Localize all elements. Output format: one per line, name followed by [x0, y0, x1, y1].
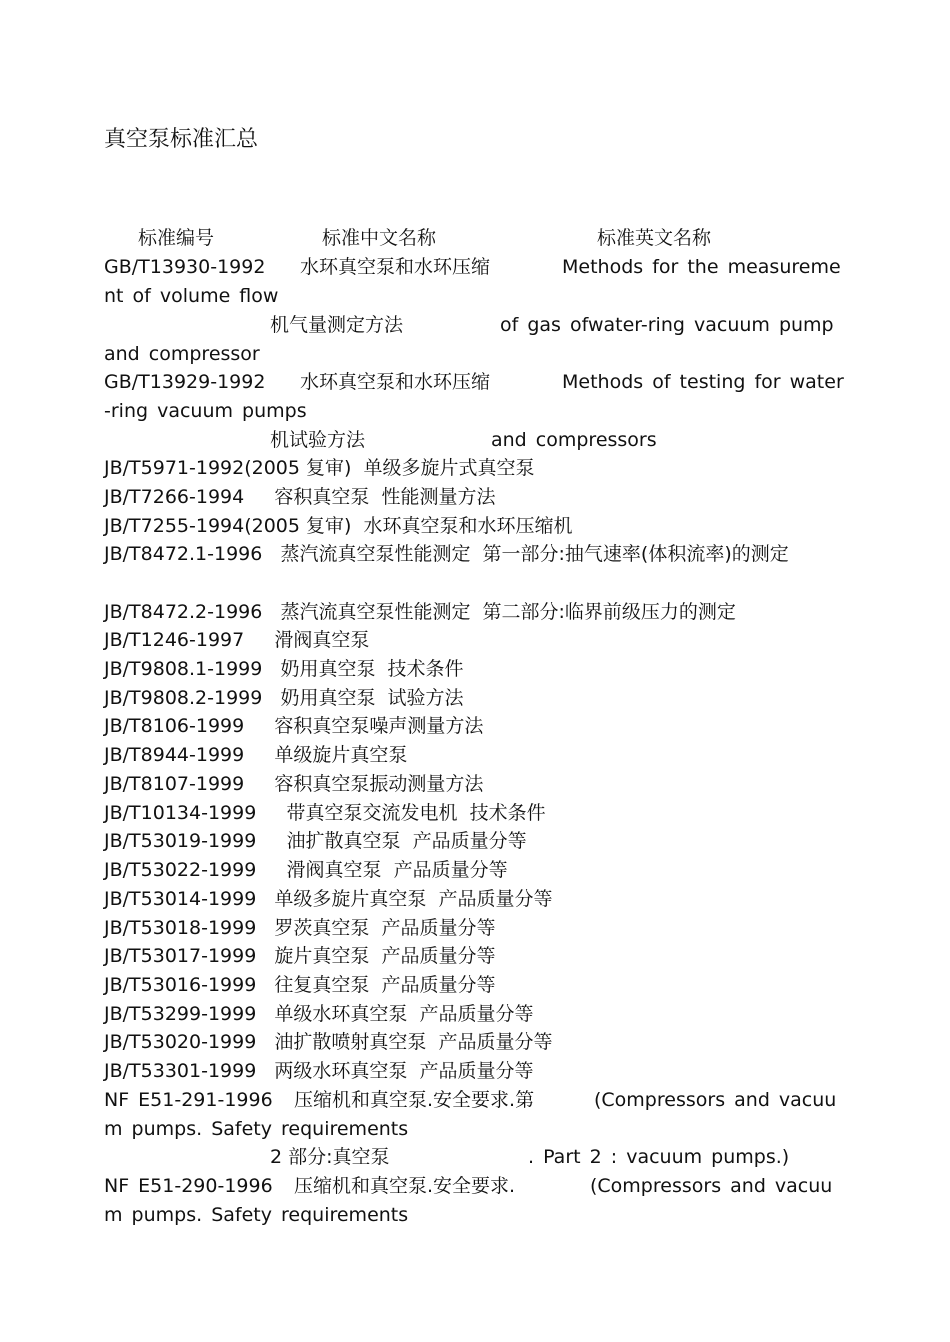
entry-english-wrap: m pumps. Safety requirements [104, 1204, 409, 1226]
standard-line: JB/T9808.1-1999 奶用真空泵 技术条件 [104, 658, 464, 680]
standard-line: JB/T7255-1994(2005 复审) 水环真空泵和水环压缩机 [104, 515, 573, 537]
page-title: 真空泵标准汇总 [104, 127, 259, 152]
standard-line: JB/T8107-1999 容积真空泵振动测量方法 [104, 773, 484, 795]
standard-line: JB/T8944-1999 单级旋片真空泵 [104, 744, 408, 766]
entry-english-wrap: nt of volume flow [104, 285, 279, 307]
standard-line: JB/T53017-1999 旋片真空泵 产品质量分等 [104, 945, 496, 967]
standard-line: JB/T53018-1999 罗茨真空泵 产品质量分等 [104, 917, 496, 939]
entry-english-name: (Compressors and vacuu [594, 1089, 837, 1111]
standard-line: JB/T53019-1999 油扩散真空泵 产品质量分等 [104, 830, 527, 852]
entry-chinese-name: 压缩机和真空泵.安全要求. [294, 1175, 516, 1197]
header-english-name: 标准英文名称 [597, 227, 712, 249]
entry-chinese-name: 压缩机和真空泵.安全要求.第 [294, 1089, 535, 1111]
standard-line: JB/T53301-1999 两级水环真空泵 产品质量分等 [104, 1060, 534, 1082]
entry-english-name: Methods of testing for water [562, 371, 844, 393]
entry-english-name-cont: and compressors [491, 429, 657, 451]
entry-english-wrap: -ring vacuum pumps [104, 400, 307, 422]
standard-line: JB/T10134-1999 带真空泵交流发电机 技术条件 [104, 802, 546, 824]
entry-code: NF E51-290-1996 [104, 1175, 273, 1197]
entry-english-name-cont: of gas ofwater-ring vacuum pump [500, 314, 834, 336]
entry-english-name-cont: . Part 2 : vacuum pumps.) [528, 1146, 790, 1168]
standard-line: JB/T53014-1999 单级多旋片真空泵 产品质量分等 [104, 888, 553, 910]
entry-chinese-name-cont: 机气量测定方法 [270, 314, 404, 336]
standard-line: JB/T8106-1999 容积真空泵噪声测量方法 [104, 715, 484, 737]
header-code: 标准编号 [138, 227, 215, 249]
standard-line: JB/T1246-1997 滑阀真空泵 [104, 629, 370, 651]
standard-line: JB/T5971-1992(2005 复审) 单级多旋片式真空泵 [104, 457, 535, 479]
entry-code: GB/T13929-1992 [104, 371, 266, 393]
standard-line: JB/T53022-1999 滑阀真空泵 产品质量分等 [104, 859, 508, 881]
entry-chinese-name: 水环真空泵和水环压缩 [300, 371, 491, 393]
standard-line: JB/T53299-1999 单级水环真空泵 产品质量分等 [104, 1003, 534, 1025]
entry-chinese-name: 水环真空泵和水环压缩 [300, 256, 491, 278]
standard-line: JB/T8472.2-1996 蒸汽流真空泵性能测定 第二部分:临界前级压力的测定 [104, 601, 736, 623]
standard-line: JB/T9808.2-1999 奶用真空泵 试验方法 [104, 687, 464, 709]
entry-english-wrap: m pumps. Safety requirements [104, 1118, 409, 1140]
header-chinese-name: 标准中文名称 [322, 227, 437, 249]
entry-chinese-name-cont: 2 部分:真空泵 [270, 1146, 390, 1168]
entry-chinese-name-cont: 机试验方法 [270, 429, 366, 451]
entry-english-name: Methods for the measureme [562, 256, 841, 278]
entry-code: NF E51-291-1996 [104, 1089, 273, 1111]
entry-english-wrap: and compressor [104, 343, 260, 365]
entry-english-name: (Compressors and vacuu [590, 1175, 833, 1197]
standard-line: JB/T53020-1999 油扩散喷射真空泵 产品质量分等 [104, 1031, 553, 1053]
entry-code: GB/T13930-1992 [104, 256, 266, 278]
standard-line: JB/T8472.1-1996 蒸汽流真空泵性能测定 第一部分:抽气速率(体积流率)的测定 [104, 543, 789, 565]
standard-line: JB/T7266-1994 容积真空泵 性能测量方法 [104, 486, 496, 508]
standard-line: JB/T53016-1999 往复真空泵 产品质量分等 [104, 974, 496, 996]
